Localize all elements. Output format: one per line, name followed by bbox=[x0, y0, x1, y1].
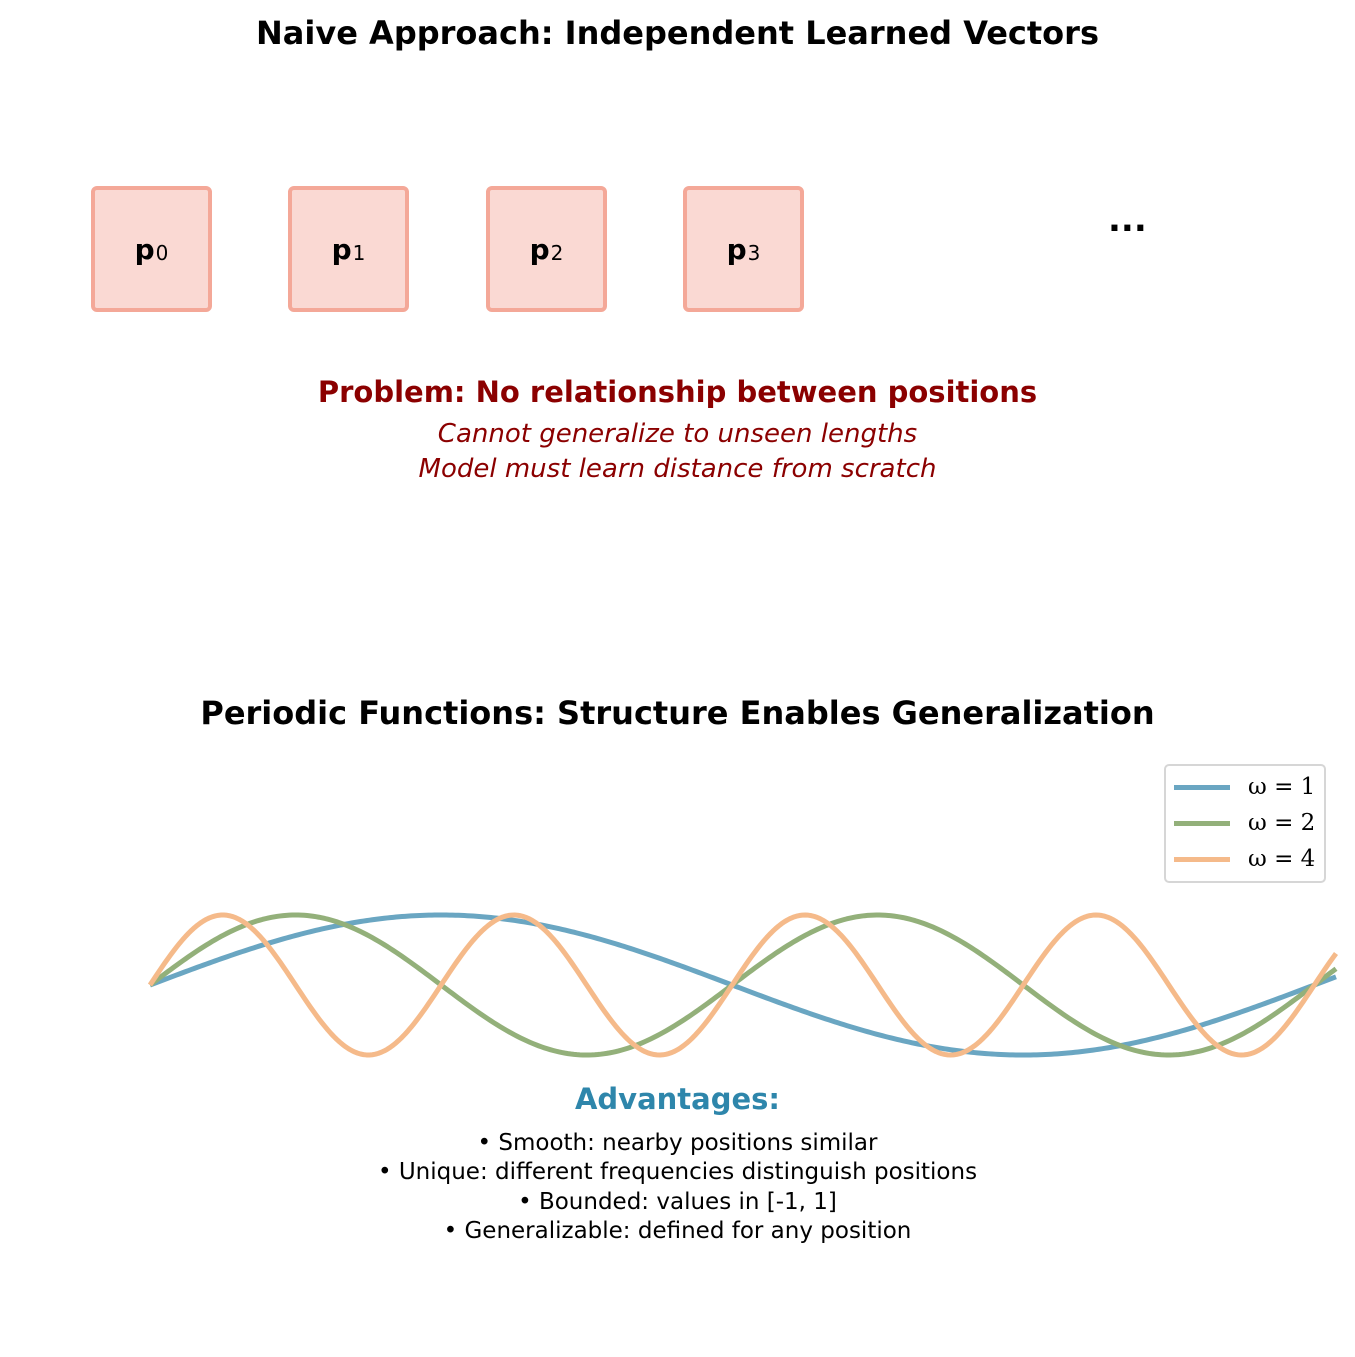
ellipsis: ... bbox=[1108, 200, 1147, 240]
wave-line-omega-1 bbox=[150, 915, 1336, 1055]
problem-title: Problem: No relationship between positions bbox=[317, 375, 1038, 409]
vector-symbol: p bbox=[134, 232, 155, 266]
legend-swatch bbox=[1174, 785, 1230, 790]
advantage-item: • Generalizable: defined for any position bbox=[443, 1218, 912, 1244]
vector-symbol: p bbox=[726, 232, 747, 266]
vector-index: 0 bbox=[155, 241, 169, 265]
legend-label: ω = 4 bbox=[1248, 846, 1316, 872]
wave-line-omega-2 bbox=[150, 915, 1336, 1055]
vector-index: 3 bbox=[747, 241, 761, 265]
vector-index: 2 bbox=[550, 241, 564, 265]
vector-symbol: p bbox=[529, 232, 550, 266]
legend-entry-omega-4 bbox=[1174, 844, 1315, 874]
advantage-item: • Smooth: nearby positions similar bbox=[477, 1130, 878, 1156]
vector-symbol: p bbox=[331, 232, 352, 266]
legend-swatch bbox=[1174, 821, 1230, 826]
problem-line: Model must learn distance from scratch bbox=[418, 454, 937, 484]
advantage-item: • Unique: different frequencies distinguish positions bbox=[377, 1159, 978, 1185]
wave-line-omega-4 bbox=[150, 915, 1336, 1055]
legend-swatch bbox=[1174, 857, 1230, 862]
naive-approach-title: Naive Approach: Independent Learned Vectors bbox=[256, 14, 1099, 52]
chart-legend bbox=[1164, 764, 1326, 883]
legend-label: ω = 1 bbox=[1248, 774, 1316, 800]
legend-label: ω = 2 bbox=[1248, 810, 1316, 836]
legend-entry-omega-2 bbox=[1174, 808, 1315, 838]
advantage-item: • Bounded: values in [-1, 1] bbox=[518, 1189, 837, 1215]
periodic-functions-title: Periodic Functions: Structure Enables Generalization bbox=[200, 694, 1155, 732]
advantages-title: Advantages: bbox=[574, 1082, 781, 1116]
vector-index: 1 bbox=[352, 241, 366, 265]
legend-entry-omega-1 bbox=[1174, 772, 1315, 802]
problem-line: Cannot generalize to unseen lengths bbox=[437, 419, 918, 449]
